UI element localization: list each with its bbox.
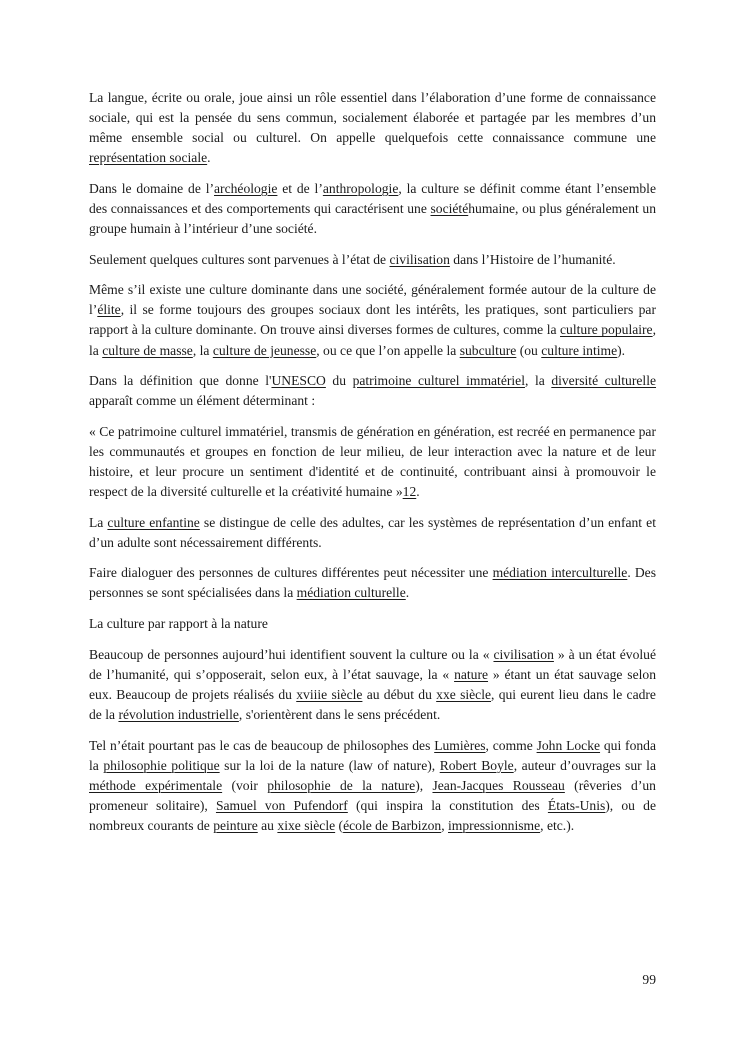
paragraph-text: et de l’ bbox=[277, 180, 323, 196]
paragraph-text: humaine, ou plus généralement un groupe humain à l’intérieur d’une société. bbox=[89, 200, 656, 237]
hyperlink[interactable]: méthode expérimentale bbox=[89, 777, 223, 793]
paragraph-text: ). bbox=[617, 342, 626, 358]
hyperlink[interactable]: élite bbox=[97, 302, 121, 318]
hyperlink[interactable]: révolution industrielle bbox=[118, 706, 239, 722]
paragraph-7 bbox=[89, 513, 656, 553]
paragraph-text: , etc.). bbox=[540, 817, 575, 833]
paragraph-text: (qui inspira la constitution des bbox=[347, 797, 548, 813]
paragraph-text: , la bbox=[524, 373, 552, 389]
paragraph-text: , ou ce que l’on appelle la bbox=[316, 342, 460, 358]
hyperlink[interactable]: culture de masse bbox=[102, 342, 193, 358]
hyperlink[interactable]: médiation interculturelle bbox=[492, 565, 628, 581]
paragraph-text: , la culture se définit comme étant l’ensemble des connaissances et des comportements qui caractérisent une bbox=[89, 180, 656, 216]
hyperlink[interactable]: Jean-Jacques Rousseau bbox=[432, 777, 565, 793]
paragraph-text: , la bbox=[89, 322, 656, 358]
paragraph-10 bbox=[89, 645, 656, 725]
paragraph-text: . bbox=[416, 484, 420, 500]
paragraph-5 bbox=[89, 371, 656, 411]
hyperlink[interactable]: archéologie bbox=[214, 180, 278, 196]
page-number: 99 bbox=[642, 972, 656, 987]
paragraph-text: , comme bbox=[485, 737, 537, 753]
paragraph-8 bbox=[89, 563, 656, 603]
hyperlink[interactable]: culture enfantine bbox=[107, 514, 200, 530]
paragraph-6 bbox=[89, 422, 656, 502]
paragraph-text: Faire dialoguer des personnes de cultures différentes peut nécessiter une bbox=[89, 565, 493, 581]
paragraph-text: Même s’il existe une culture dominante dans une société, généralement formée autour de la culture de l’ bbox=[89, 282, 656, 318]
hyperlink[interactable]: diversité culturelle bbox=[551, 373, 657, 389]
paragraph-3 bbox=[89, 250, 656, 270]
paragraph-text: ), ou de nombreux courants de bbox=[89, 797, 656, 833]
paragraph-text: Seulement quelques cultures sont parvenues à l’état de bbox=[89, 251, 390, 267]
hyperlink[interactable]: UNESCO bbox=[271, 373, 326, 389]
paragraph-text: qui fonda la bbox=[89, 737, 656, 773]
paragraph-text: sur la loi de la nature (law of nature), bbox=[219, 757, 440, 773]
hyperlink[interactable]: subculture bbox=[459, 342, 517, 358]
hyperlink[interactable]: xviiie siècle bbox=[296, 686, 363, 702]
paragraph-text: au bbox=[257, 817, 278, 833]
paragraph-text: Dans la définition que donne l' bbox=[89, 373, 272, 389]
hyperlink[interactable]: civilisation bbox=[493, 646, 554, 662]
paragraph-text: , qui eurent lieu dans le cadre de la bbox=[89, 686, 656, 722]
page-body bbox=[89, 88, 656, 847]
paragraph-text: se distingue de celle des adultes, car les systèmes de représentation d’un enfant et d’un adulte sont nécessairement différents. bbox=[89, 514, 656, 550]
hyperlink[interactable]: États-Unis bbox=[547, 797, 606, 813]
paragraph-text: , il se forme toujours des groupes sociaux dont les intérêts, les pratiques, sont particuliers par rapport à la culture dominante. On trouve ainsi diverses formes de cultures, comme la bbox=[89, 302, 656, 338]
paragraph-text: » à un état évolué de l’humanité, qui s’opposerait, selon eux, à l’état sauvage, la « bbox=[89, 646, 657, 682]
paragraph-text: . Des personnes se sont spécialisées dans la bbox=[89, 565, 656, 601]
paragraph-2 bbox=[89, 179, 656, 239]
paragraph-text: (rêveries d’un promeneur solitaire), bbox=[89, 777, 656, 813]
paragraph-text: . bbox=[207, 150, 211, 166]
hyperlink[interactable]: civilisation bbox=[389, 251, 450, 267]
hyperlink[interactable]: xxe siècle bbox=[436, 686, 492, 702]
hyperlink[interactable]: impressionnisme bbox=[448, 817, 541, 833]
hyperlink[interactable]: nature bbox=[454, 666, 489, 682]
paragraph-text: Dans le domaine de l’ bbox=[89, 180, 215, 196]
paragraph-text: « Ce patrimoine culturel immatériel, transmis de génération en génération, est recréé en permanence par les communautés et groupes en fonction de leur milieu, de leur interaction avec la nature et de leur histoire, et leur procure un sentiment d'identité et de continuité, contribuant ainsi à promouvoir le respect de la diversité culturelle et la créativité humaine » bbox=[89, 423, 656, 500]
hyperlink[interactable]: xixe siècle bbox=[277, 817, 336, 833]
hyperlink[interactable]: médiation culturelle bbox=[296, 585, 406, 601]
hyperlink[interactable]: Samuel von Pufendorf bbox=[215, 797, 348, 813]
hyperlink[interactable]: représentation sociale bbox=[89, 150, 208, 166]
paragraph-text: ), bbox=[415, 777, 433, 793]
hyperlink[interactable]: patrimoine culturel immatériel bbox=[352, 373, 525, 389]
paragraph-text: Tel n’était pourtant pas le cas de beaucoup de philosophes des bbox=[89, 737, 435, 753]
paragraph-text: , s'orientèrent dans le sens précédent. bbox=[238, 706, 441, 722]
paragraph-text: apparaît comme un élément déterminant : bbox=[89, 393, 316, 409]
hyperlink[interactable]: société bbox=[430, 200, 469, 216]
paragraph-text: au début du bbox=[362, 686, 437, 702]
paragraph-text: ( bbox=[335, 817, 344, 833]
hyperlink[interactable]: 12 bbox=[402, 484, 417, 500]
paragraph-text: , auteur d’ouvrages sur la bbox=[513, 757, 656, 773]
paragraph-text: dans l’Histoire de l’humanité. bbox=[449, 251, 616, 267]
paragraph-text: (voir bbox=[222, 777, 268, 793]
hyperlink[interactable]: philosophie de la nature bbox=[267, 777, 416, 793]
hyperlink[interactable]: anthropologie bbox=[322, 180, 399, 196]
paragraph-text: La langue, écrite ou orale, joue ainsi un rôle essentiel dans l’élaboration d’une forme de connaissance sociale, qui est la pensée du sens commun, socialement élaborée et partagée par les membres d’un même ensemble social ou culturel. On appelle quelquefois cette connaissance commune une bbox=[89, 90, 656, 146]
hyperlink[interactable]: philosophie politique bbox=[103, 757, 220, 773]
paragraph-11 bbox=[89, 736, 656, 836]
paragraph-text: Beaucoup de personnes aujourd’hui identifient souvent la culture ou la « bbox=[89, 646, 494, 662]
paragraph-text: , bbox=[441, 817, 449, 833]
hyperlink[interactable]: John Locke bbox=[536, 737, 601, 753]
paragraph-text: du bbox=[325, 373, 353, 389]
paragraph-9 bbox=[89, 614, 656, 634]
paragraph-text: » étant un état sauvage selon eux. Beaucoup de projets réalisés du bbox=[89, 666, 656, 702]
paragraph-text: La culture par rapport à la nature bbox=[89, 616, 268, 632]
paragraph-4 bbox=[89, 280, 656, 360]
hyperlink[interactable]: culture intime bbox=[541, 342, 618, 358]
hyperlink[interactable]: Robert Boyle bbox=[439, 757, 514, 773]
hyperlink[interactable]: culture de jeunesse bbox=[212, 342, 317, 358]
paragraph-text: , la bbox=[192, 342, 213, 358]
paragraph-1 bbox=[89, 88, 656, 168]
paragraph-text: La bbox=[89, 514, 108, 530]
hyperlink[interactable]: peinture bbox=[213, 817, 258, 833]
hyperlink[interactable]: Lumières bbox=[434, 737, 486, 753]
hyperlink[interactable]: culture populaire bbox=[560, 322, 653, 338]
paragraph-text: (ou bbox=[516, 342, 542, 358]
hyperlink[interactable]: école de Barbizon bbox=[343, 817, 442, 833]
paragraph-text: . bbox=[405, 585, 410, 601]
